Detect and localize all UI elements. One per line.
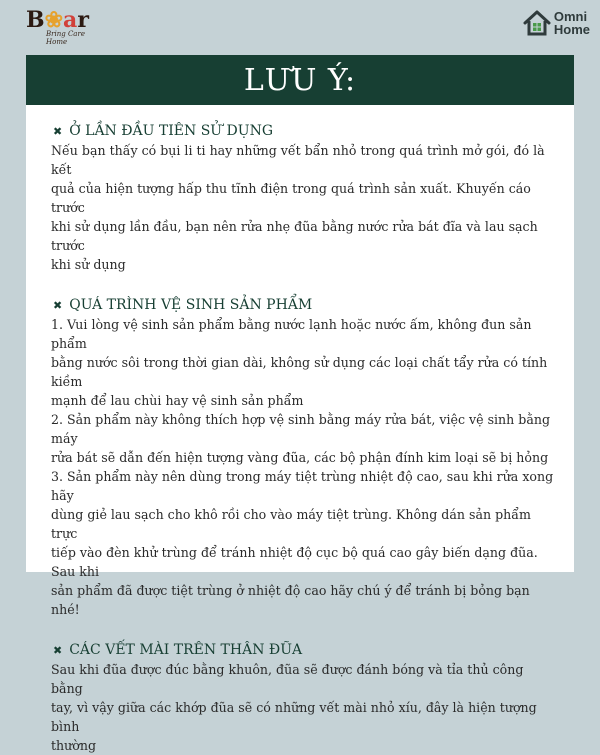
logo-letter-r: r [77, 7, 89, 33]
body-line: sản phẩm đã được tiệt trùng ở nhiệt độ cao hãy chú ý để tránh bị bỏng bạn nhé! [51, 583, 530, 617]
section-heading-text: CÁC VẾT MÀI TRÊN THÂN ĐŨA [69, 642, 303, 658]
omni-home-line2: Home [553, 22, 590, 37]
body-line: thường [51, 738, 97, 753]
home-icon [522, 8, 552, 38]
bear-logo [26, 8, 96, 52]
body-line: tay, vì vậy giữa các khớp đũa sẽ có những vết mài nhỏ xíu, đây là hiện tượng bình [51, 700, 537, 734]
body-line: quả của hiện tượng hấp thu tĩnh điện trong quá trình sản xuất. Khuyến cáo trước [51, 181, 531, 215]
title-banner [26, 55, 574, 105]
body-line: 1. Vui lòng vệ sinh sản phẩm bằng nước lạnh hoặc nước ấm, không đun sản phẩm [51, 317, 532, 351]
page-title: LƯU Ý: [243, 62, 357, 98]
section-heading-text: Ở LẦN ĐẦU TIÊN SỬ DỤNG [69, 123, 273, 139]
content-card [26, 105, 574, 753]
body-line: Sau khi đũa được đúc bằng khuôn, đũa sẽ được đánh bóng và tỉa thủ công bằng [51, 662, 524, 696]
bear-logo-tagline: Bring Care Home [46, 30, 85, 46]
body-line: 2. Sản phẩm này không thích hợp vệ sinh bằng máy rửa bát, việc vệ sinh bằng máy [51, 412, 551, 446]
section-first-use [53, 123, 558, 274]
section-body [51, 141, 558, 274]
body-line: rửa bát sẽ dẫn đến hiện tượng vàng đũa, các bộ phận đính kim loại sẽ bị hỏng [51, 450, 549, 465]
section-heading [53, 642, 558, 658]
star-bullet-icon: ✖ [53, 643, 63, 657]
section-heading [53, 297, 558, 313]
omni-home-logo [522, 6, 590, 40]
body-line: tiếp vào đèn khử trùng để tránh nhiệt độ cục bộ quá cao gây biến dạng đũa. Sau khi [51, 545, 538, 579]
body-line: mạnh để lau chùi hay vệ sinh sản phẩm [51, 393, 304, 408]
section-body [51, 660, 558, 755]
section-body [51, 315, 558, 619]
star-bullet-icon: ✖ [53, 124, 63, 138]
omni-home-line1: Omni [553, 9, 588, 24]
star-bullet-icon: ✖ [53, 298, 63, 312]
body-line: khi sử dụng [51, 257, 126, 272]
section-heading-text: QUÁ TRÌNH VỆ SINH SẢN PHẨM [69, 297, 313, 313]
logo-letter-a: a [63, 7, 78, 33]
body-line: bằng nước sôi trong thời gian dài, không sử dụng các loại chất tẩy rửa có tính kiềm [51, 355, 548, 389]
body-line: dùng giẻ lau sạch cho khô rồi cho vào máy tiệt trùng. Không dán sản phẩm trực [51, 507, 531, 541]
body-line: 3. Sản phẩm này nên dùng trong máy tiệt trùng nhiệt độ cao, sau khi rửa xong hãy [51, 469, 554, 503]
logo-letter-b: B [26, 7, 45, 33]
bear-logo-wordmark [26, 8, 96, 32]
paw-icon: ❀ [44, 7, 64, 33]
body-line: Nếu bạn thấy có bụi li ti hay những vết bẩn nhỏ trong quá trình mở gói, đó là kết [51, 143, 545, 177]
section-heading [53, 123, 558, 139]
section-cleaning [53, 297, 558, 619]
section-grinding-marks [53, 642, 558, 755]
body-line: khi sử dụng lần đầu, bạn nên rửa nhẹ đũa bằng nước rửa bát đĩa và lau sạch trước [51, 219, 538, 253]
omni-home-logo-text [554, 10, 590, 36]
